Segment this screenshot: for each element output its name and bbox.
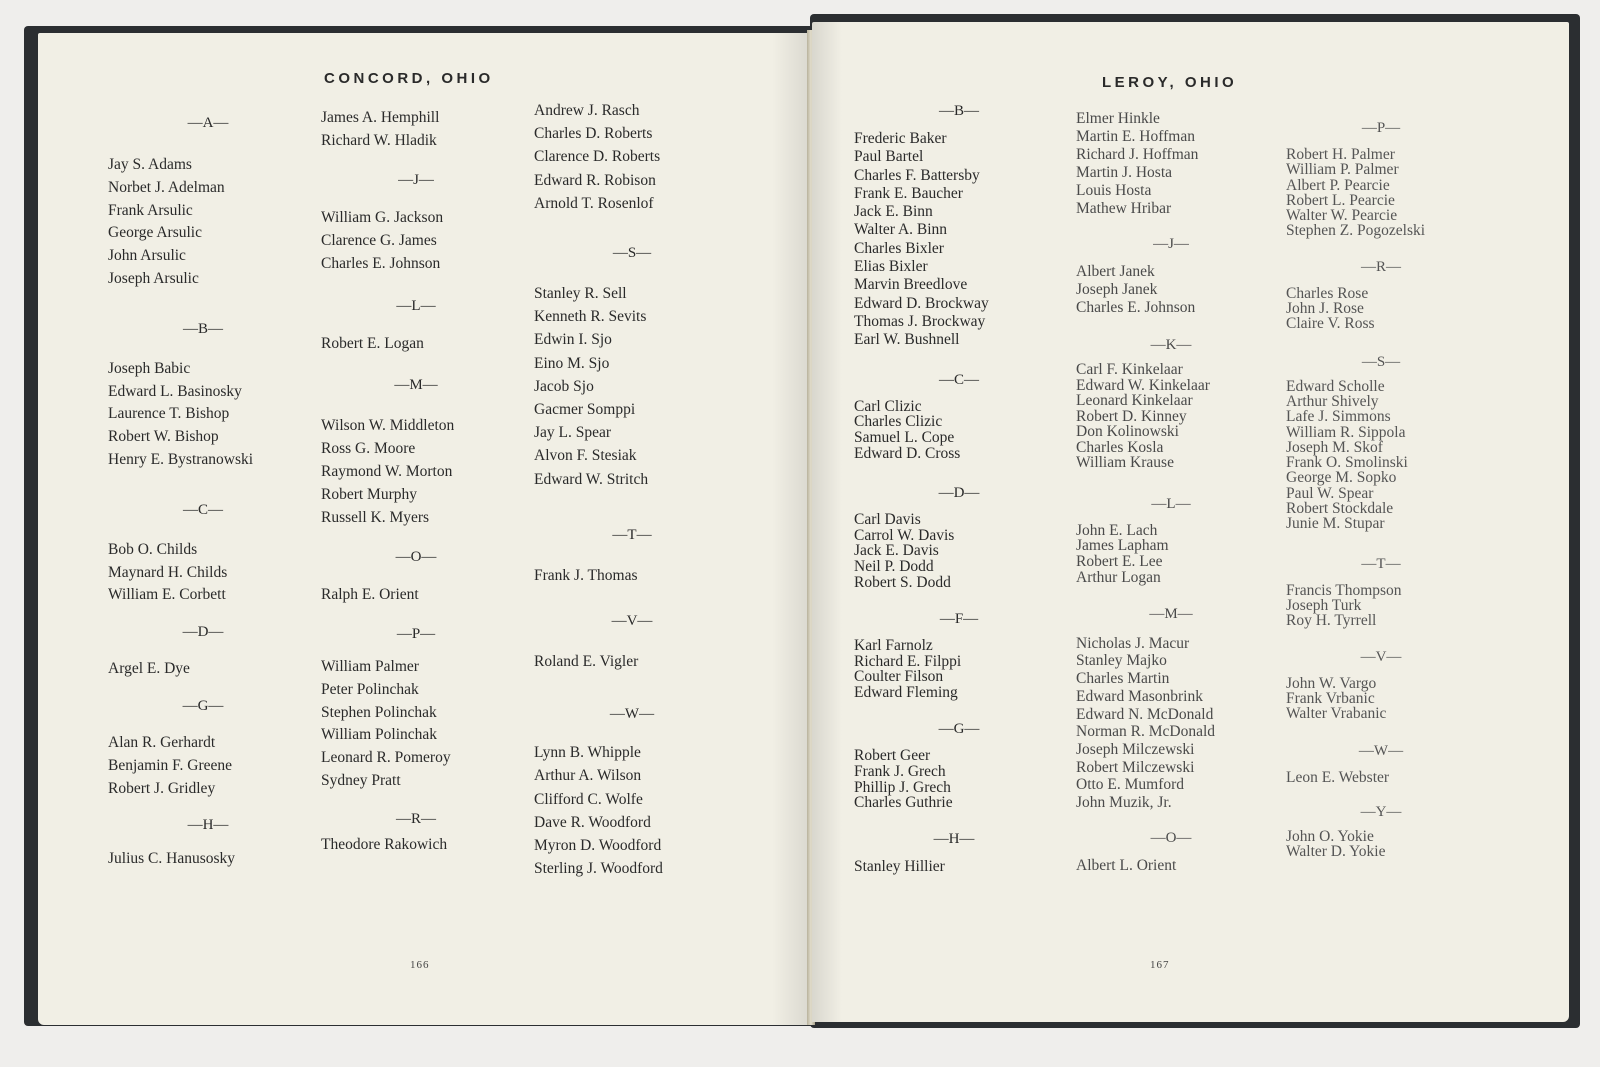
name-list-item: Lynn B. Whipple xyxy=(534,744,641,762)
name-list-item: William E. Corbett xyxy=(108,586,226,604)
name-list-item: John J. Rose xyxy=(1286,300,1364,318)
name-list-item: Joseph Janek xyxy=(1076,281,1158,298)
section-heading: —J— xyxy=(1153,236,1189,252)
name-list-item: Stanley R. Sell xyxy=(534,285,627,303)
name-list-item: Carl F. Kinkelaar xyxy=(1076,361,1183,378)
section-heading: —C— xyxy=(182,501,223,518)
name-list-item: James Lapham xyxy=(1076,537,1169,555)
page-number: 166 xyxy=(410,959,430,971)
name-list-item: Karl Farnolz xyxy=(854,636,933,654)
name-list-item: Sydney Pratt xyxy=(321,771,401,789)
section-heading: —M— xyxy=(1149,605,1193,622)
name-list-item: Robert E. Logan xyxy=(321,335,424,352)
name-list-item: Robert Stockdale xyxy=(1286,500,1394,518)
name-list-item: Thomas J. Brockway xyxy=(854,312,986,330)
name-list-item: Robert W. Bishop xyxy=(108,428,219,446)
name-list-item: John W. Vargo xyxy=(1286,674,1377,692)
page-number: 167 xyxy=(1150,959,1170,971)
name-column xyxy=(108,113,298,871)
name-list-item: Sterling J. Woodford xyxy=(534,860,663,878)
name-list-item: Robert Murphy xyxy=(321,486,418,503)
name-list-item: Alan R. Gerhardt xyxy=(108,733,216,751)
name-list-item: Claire V. Ross xyxy=(1286,315,1375,333)
name-list-item: Robert S. Dodd xyxy=(854,573,951,591)
name-list-item: Albert Janek xyxy=(1076,263,1155,280)
section-heading: —G— xyxy=(182,697,224,714)
name-list-item: Walter W. Pearcie xyxy=(1286,207,1398,225)
name-list-item: Maynard H. Childs xyxy=(108,563,228,581)
name-list-item: Phillip J. Grech xyxy=(854,778,951,796)
name-list-item: Frank E. Baucher xyxy=(854,184,963,202)
name-list-item: Stanley Hillier xyxy=(854,858,945,876)
section-heading: —B— xyxy=(938,103,979,119)
name-list-item: William Krause xyxy=(1076,454,1174,471)
name-list-item: Martin E. Hoffman xyxy=(1076,128,1195,145)
name-list-item: Jay S. Adams xyxy=(108,156,192,173)
section-heading: —S— xyxy=(1361,353,1401,370)
name-list-item: Neil P. Dodd xyxy=(854,558,934,576)
name-column xyxy=(1286,120,1466,859)
section-heading: —D— xyxy=(182,624,224,641)
name-list-item: Walter Vrabanic xyxy=(1286,705,1387,723)
name-list-item: Frank J. Grech xyxy=(854,762,946,780)
left-page xyxy=(38,33,812,1025)
section-heading: —T— xyxy=(1361,555,1401,572)
name-list-item: Joseph Arsulic xyxy=(108,269,199,287)
section-heading: —O— xyxy=(1150,829,1192,846)
section-heading: —C— xyxy=(938,371,979,388)
name-list-item: Lafe J. Simmons xyxy=(1286,408,1391,426)
name-list-item: Leon E. Webster xyxy=(1286,769,1390,787)
name-list-item: Joseph Milczewski xyxy=(1076,740,1195,758)
page-title: LEROY, OHIO xyxy=(1102,74,1238,91)
name-list-item: Walter A. Binn xyxy=(854,221,948,239)
name-list-item: Norbet J. Adelman xyxy=(108,178,225,196)
name-list-item: Frank O. Smolinski xyxy=(1286,454,1408,472)
name-list-item: Edward R. Robison xyxy=(534,171,656,189)
name-list-item: Edward N. McDonald xyxy=(1076,705,1214,723)
name-list-item: Edward W. Stritch xyxy=(534,470,649,488)
name-list-item: Clarence G. James xyxy=(321,232,437,249)
name-list-item: Raymond W. Morton xyxy=(321,463,453,480)
name-list-item: George Arsulic xyxy=(108,224,202,242)
name-list-item: Elias Bixler xyxy=(854,258,928,276)
section-heading: —H— xyxy=(187,817,229,834)
name-list-item: Charles Clizic xyxy=(854,413,943,431)
section-heading: —A— xyxy=(187,115,229,131)
name-list-item: Peter Polinchak xyxy=(321,680,419,698)
name-list-item: Charles Bixler xyxy=(854,239,944,257)
name-list-item: Leonard Kinkelaar xyxy=(1076,392,1193,409)
name-list-item: Charles Kosla xyxy=(1076,438,1164,456)
name-list-item: Elmer Hinkle xyxy=(1076,110,1160,127)
name-list-item: Norman R. McDonald xyxy=(1076,723,1216,741)
name-list-item: William R. Sippola xyxy=(1286,423,1406,441)
name-list-item: Laurence T. Bishop xyxy=(108,405,230,423)
name-list-item: Kenneth R. Sevits xyxy=(534,308,647,326)
name-list-item: Andrew J. Rasch xyxy=(534,102,640,119)
section-heading: —D— xyxy=(938,484,980,501)
section-heading: —L— xyxy=(1151,495,1191,512)
name-list-item: Richard W. Hladik xyxy=(321,132,437,149)
name-list-item: Paul Bartel xyxy=(854,148,924,166)
name-list-item: Arthur Shively xyxy=(1286,392,1379,410)
name-list-item: Russell K. Myers xyxy=(321,509,430,526)
name-list-item: Robert E. Lee xyxy=(1076,553,1163,571)
section-heading: —J— xyxy=(398,172,434,188)
section-heading: —M— xyxy=(394,377,438,393)
section-heading: —S— xyxy=(612,245,652,262)
name-list-item: John O. Yokie xyxy=(1286,827,1374,845)
section-heading: —L— xyxy=(396,298,436,314)
name-list-item: Edwin I. Sjo xyxy=(534,331,612,349)
name-list-item: Charles Guthrie xyxy=(854,794,953,812)
name-list-item: Carl Davis xyxy=(854,510,921,528)
section-heading: —V— xyxy=(1360,648,1402,665)
section-heading: —W— xyxy=(1358,743,1404,760)
name-list-item: Coulter Filson xyxy=(854,668,944,686)
name-column xyxy=(321,106,511,857)
name-column xyxy=(854,103,1024,876)
name-list-item: Clarence D. Roberts xyxy=(534,148,661,166)
name-list-item: Frank Vrbanic xyxy=(1286,689,1375,707)
name-list-item: Robert L. Pearcie xyxy=(1286,191,1395,209)
section-heading: —R— xyxy=(1360,258,1401,275)
name-list-item: Alvon F. Stesiak xyxy=(534,447,637,465)
name-list-item: Junie M. Stupar xyxy=(1286,515,1385,533)
section-heading: —Y— xyxy=(1360,803,1402,820)
name-list-item: Charles D. Roberts xyxy=(534,125,653,143)
name-list-item: Joseph M. Skof xyxy=(1286,438,1383,456)
name-list-item: Nicholas J. Macur xyxy=(1076,634,1190,652)
name-list-item: Jack E. Davis xyxy=(854,542,939,560)
name-list-item: Wilson W. Middleton xyxy=(321,417,455,434)
name-list-item: Edward D. Cross xyxy=(854,444,961,462)
name-list-item: Eino M. Sjo xyxy=(534,354,610,372)
section-heading: —P— xyxy=(1361,120,1401,136)
name-list-item: Richard E. Filppi xyxy=(854,652,962,670)
section-heading: —V— xyxy=(611,613,653,630)
name-list-item: Bob O. Childs xyxy=(108,540,198,558)
name-list-item: Roy H. Tyrrell xyxy=(1286,612,1377,630)
name-list-item: John Arsulic xyxy=(108,247,186,265)
name-list-item: Arthur Logan xyxy=(1076,568,1161,586)
name-list-item: William G. Jackson xyxy=(321,209,444,226)
name-list-item: Don Kolinowski xyxy=(1076,423,1179,440)
section-heading: —B— xyxy=(182,320,223,337)
name-list-item: Mathew Hribar xyxy=(1076,200,1172,217)
name-list-item: Earl W. Bushnell xyxy=(854,331,960,349)
name-list-item: Frederic Baker xyxy=(854,130,947,147)
name-list-item: Henry E. Bystranowski xyxy=(108,450,254,468)
name-list-item: Robert Geer xyxy=(854,746,931,764)
section-heading: —T— xyxy=(612,526,652,543)
right-page xyxy=(812,22,1569,1022)
name-list-item: Robert J. Gridley xyxy=(108,779,216,797)
section-heading: —O— xyxy=(395,549,437,565)
section-heading: —F— xyxy=(939,610,979,627)
name-list-item: Frank J. Thomas xyxy=(534,566,638,584)
name-list-item: William Palmer xyxy=(321,658,419,675)
name-list-item: Paul W. Spear xyxy=(1286,484,1374,502)
name-list-item: Albert L. Orient xyxy=(1076,856,1177,874)
name-list-item: Charles Martin xyxy=(1076,670,1170,688)
name-list-item: Gacmer Somppi xyxy=(534,401,636,419)
name-list-item: James A. Hemphill xyxy=(321,109,440,126)
name-list-item: Ross G. Moore xyxy=(321,440,416,457)
name-list-item: Jack E. Binn xyxy=(854,203,933,221)
name-list-item: Marvin Breedlove xyxy=(854,276,968,294)
name-list-item: Walter D. Yokie xyxy=(1286,843,1386,861)
name-list-item: Louis Hosta xyxy=(1076,182,1152,199)
name-list-item: Edward Fleming xyxy=(854,684,958,702)
name-list-item: Clifford C. Wolfe xyxy=(534,790,643,808)
name-list-item: Robert D. Kinney xyxy=(1076,407,1187,425)
name-list-item: Joseph Turk xyxy=(1286,596,1362,614)
name-list-item: John E. Lach xyxy=(1076,521,1158,539)
name-list-item: Otto E. Mumford xyxy=(1076,776,1185,794)
name-list-item: Benjamin F. Greene xyxy=(108,756,233,774)
name-list-item: Leonard R. Pomeroy xyxy=(321,749,451,767)
name-list-item: Charles F. Battersby xyxy=(854,166,980,184)
page-title: CONCORD, OHIO xyxy=(324,70,494,87)
name-list-item: Edward W. Kinkelaar xyxy=(1076,376,1210,394)
name-list-item: Theodore Rakowich xyxy=(321,835,448,853)
name-list-item: William P. Palmer xyxy=(1286,161,1399,179)
name-list-item: Jacob Sjo xyxy=(534,377,594,395)
name-list-item: Dave R. Woodford xyxy=(534,813,651,831)
name-list-item: Carrol W. Davis xyxy=(854,526,955,544)
name-list-item: Samuel L. Cope xyxy=(854,429,955,447)
name-list-item: Frank Arsulic xyxy=(108,201,193,219)
name-list-item: Francis Thompson xyxy=(1286,581,1402,599)
section-heading: —G— xyxy=(938,720,980,737)
name-list-item: Julius C. Hanusosky xyxy=(108,850,236,868)
name-list-item: Ralph E. Orient xyxy=(321,586,419,603)
name-list-item: Edward Scholle xyxy=(1286,377,1385,395)
name-list-item: Stephen Polinchak xyxy=(321,703,437,721)
name-list-item: Charles Rose xyxy=(1286,284,1369,302)
name-list-item: Argel E. Dye xyxy=(108,660,190,678)
name-list-item: Charles E. Johnson xyxy=(321,255,441,272)
name-list-item: Joseph Babic xyxy=(108,359,191,377)
name-list-item: William Polinchak xyxy=(321,726,438,744)
section-heading: —H— xyxy=(933,831,975,848)
name-list-item: Martin J. Hosta xyxy=(1076,164,1173,181)
section-heading: —K— xyxy=(1150,337,1192,353)
name-column xyxy=(534,99,734,880)
name-list-item: Stephen Z. Pogozelski xyxy=(1286,222,1426,240)
name-list-item: Roland E. Vigler xyxy=(534,653,639,671)
name-list-item: Jay L. Spear xyxy=(534,424,612,442)
name-list-item: Robert Milczewski xyxy=(1076,758,1195,776)
section-heading: —R— xyxy=(395,810,436,827)
name-list-item: Stanley Majko xyxy=(1076,652,1167,670)
name-list-item: Arnold T. Rosenlof xyxy=(534,194,654,212)
name-list-item: Robert H. Palmer xyxy=(1286,146,1395,163)
name-list-item: George M. Sopko xyxy=(1286,469,1397,487)
name-list-item: Arthur A. Wilson xyxy=(534,767,642,785)
section-heading: —P— xyxy=(396,626,436,642)
name-list-item: Albert P. Pearcie xyxy=(1286,176,1390,194)
name-list-item: Edward D. Brockway xyxy=(854,294,989,312)
name-list-item: Richard J. Hoffman xyxy=(1076,146,1199,163)
name-list-item: Charles E. Johnson xyxy=(1076,299,1196,316)
name-list-item: Edward Masonbrink xyxy=(1076,687,1203,705)
name-list-item: Edward L. Basinosky xyxy=(108,382,242,400)
name-column xyxy=(1076,110,1266,875)
name-list-item: Myron D. Woodford xyxy=(534,837,662,855)
section-heading: —W— xyxy=(609,706,655,723)
name-list-item: John Muzik, Jr. xyxy=(1076,794,1172,812)
name-list-item: Carl Clizic xyxy=(854,397,922,415)
